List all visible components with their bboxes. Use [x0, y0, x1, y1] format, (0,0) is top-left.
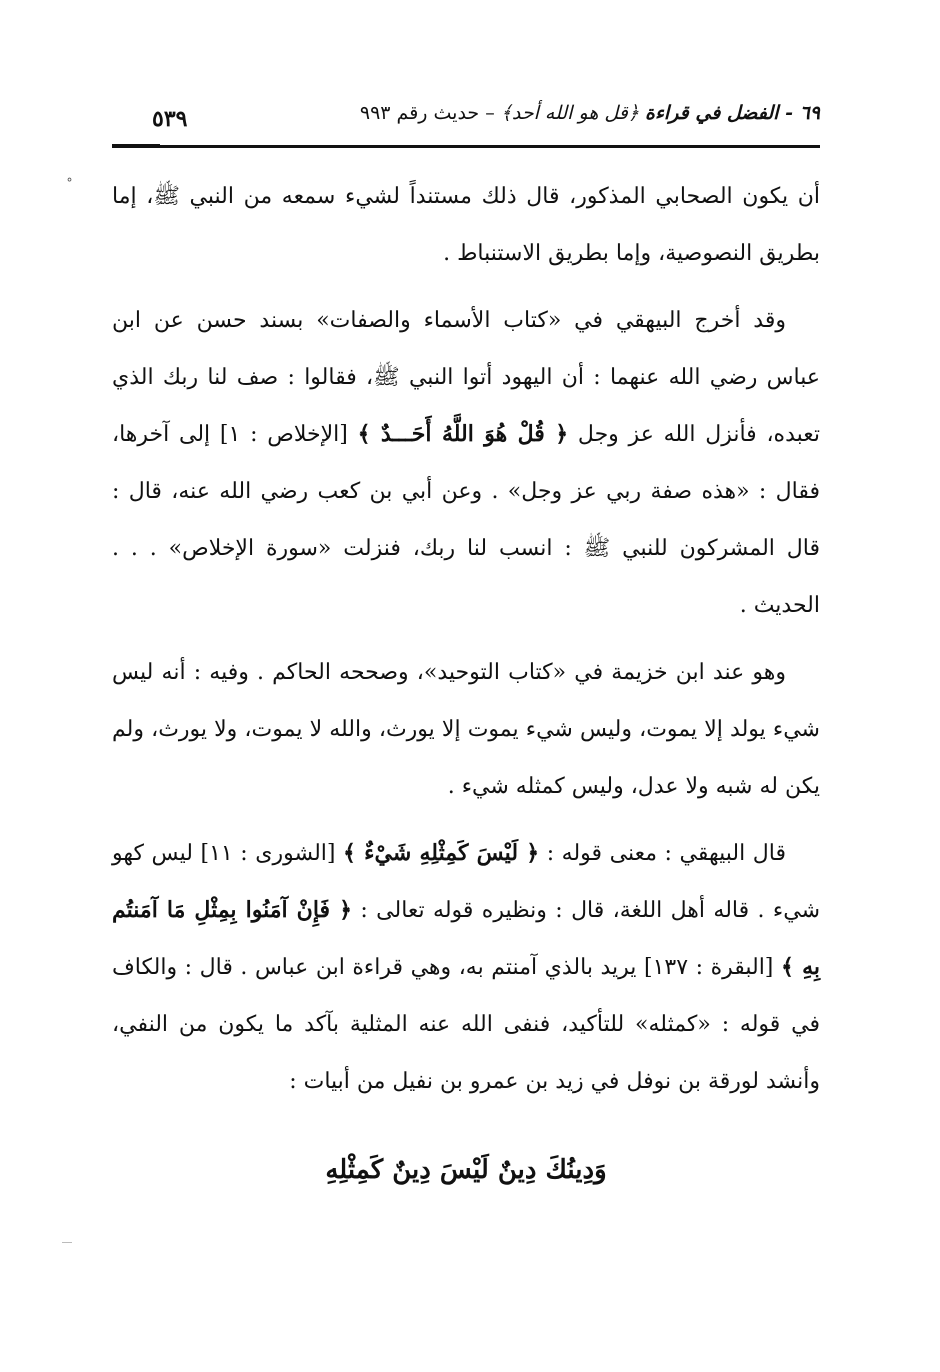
- hadith-number: – حديث رقم ٩٩٣: [359, 102, 495, 124]
- header-rule: [112, 145, 820, 148]
- body-text: [112, 168, 820, 1120]
- paragraph: [112, 292, 820, 634]
- scan-mark: [62, 1242, 72, 1243]
- quran-reference: ﴿قل هو الله أحد﴾: [500, 102, 639, 124]
- page-header: [112, 96, 820, 148]
- text-segment: قال البيهقي : معنى قوله :: [539, 841, 786, 866]
- header-rule-accent: [112, 144, 160, 148]
- chapter-title: ٦٩ - الفضل في قراءة: [645, 102, 820, 124]
- text-segment: [البقرة : ١٣٧] يريد بالذي آمنتم به، وهي قراءة ابن عباس . قال : والكاف في قوله : «كمثله» للتأكيد، فنفى الله عنه المثلية بآكد ما يكون من النفي، وأنشد لورقة بن نوفل في زيد بن عمرو بن نفيل من أبيات :: [112, 955, 820, 1094]
- text-segment: [الشورى : ١١] ليس كهو شيء . قاله أهل اللغة، قال : ونظيره قوله تعالى :: [112, 841, 820, 923]
- paragraph: [112, 168, 820, 282]
- paragraph: [112, 644, 820, 815]
- text-segment: وقد أخرج البيهقي في «كتاب الأسماء والصفات» بسند حسن عن ابن عباس رضي الله عنهما : أن اليهود أتوا النبي ﷺ، فقالوا : صف لنا ربك الذي تعبده، فأنزل الله عز وجل: [112, 308, 821, 447]
- text-segment: [الإخلاص : ١] إلى آخرها، فقال : «هذه صفة ربي عز وجل» . وعن أبي بن كعب رضي الله عنه، قال : قال المشركون للنبي ﷺ : انسب لنا ربك، فنزلت «سورة الإخلاص» . . . الحديث .: [112, 422, 820, 618]
- text-segment: وهو عند ابن خزيمة في «كتاب التوحيد»، وصححه الحاكم . وفيه : أنه ليس شيء يولد إلا يموت، وليس شيء يموت إلا يورث، والله لا يموت، ولا يورث، ولم يكن له شبه ولا عدل، وليس كمثله شيء .: [112, 660, 820, 799]
- paragraph: [112, 825, 820, 1110]
- poem-verse: وَدِينُكَ دِينٌ لَيْسَ دِينٌ كَمِثْلِهِ: [325, 1155, 607, 1185]
- running-title: [360, 102, 820, 124]
- quran-verse: ﴿ لَيْسَ كَمِثْلِهِ شَيْءٌ ﴾: [343, 840, 540, 866]
- text-segment: أن يكون الصحابي المذكور، قال ذلك مستنداً لشيء سمعه من النبي ﷺ، إما بطريق النصوصية، وإما بطريق الاستنباط .: [112, 184, 820, 266]
- quran-verse: ﴿ قُلْ هُوَ اللَّهُ أَحَـــدٌ ﴾: [357, 421, 569, 447]
- quran-verse: ﴿ فَإِنْ آمَنُوا بِمِثْلِ مَا آمَنتُم بِهِ ﴾: [112, 897, 820, 980]
- page-number: ٥٣٩: [152, 106, 188, 132]
- margin-mark: ˚: [66, 178, 73, 194]
